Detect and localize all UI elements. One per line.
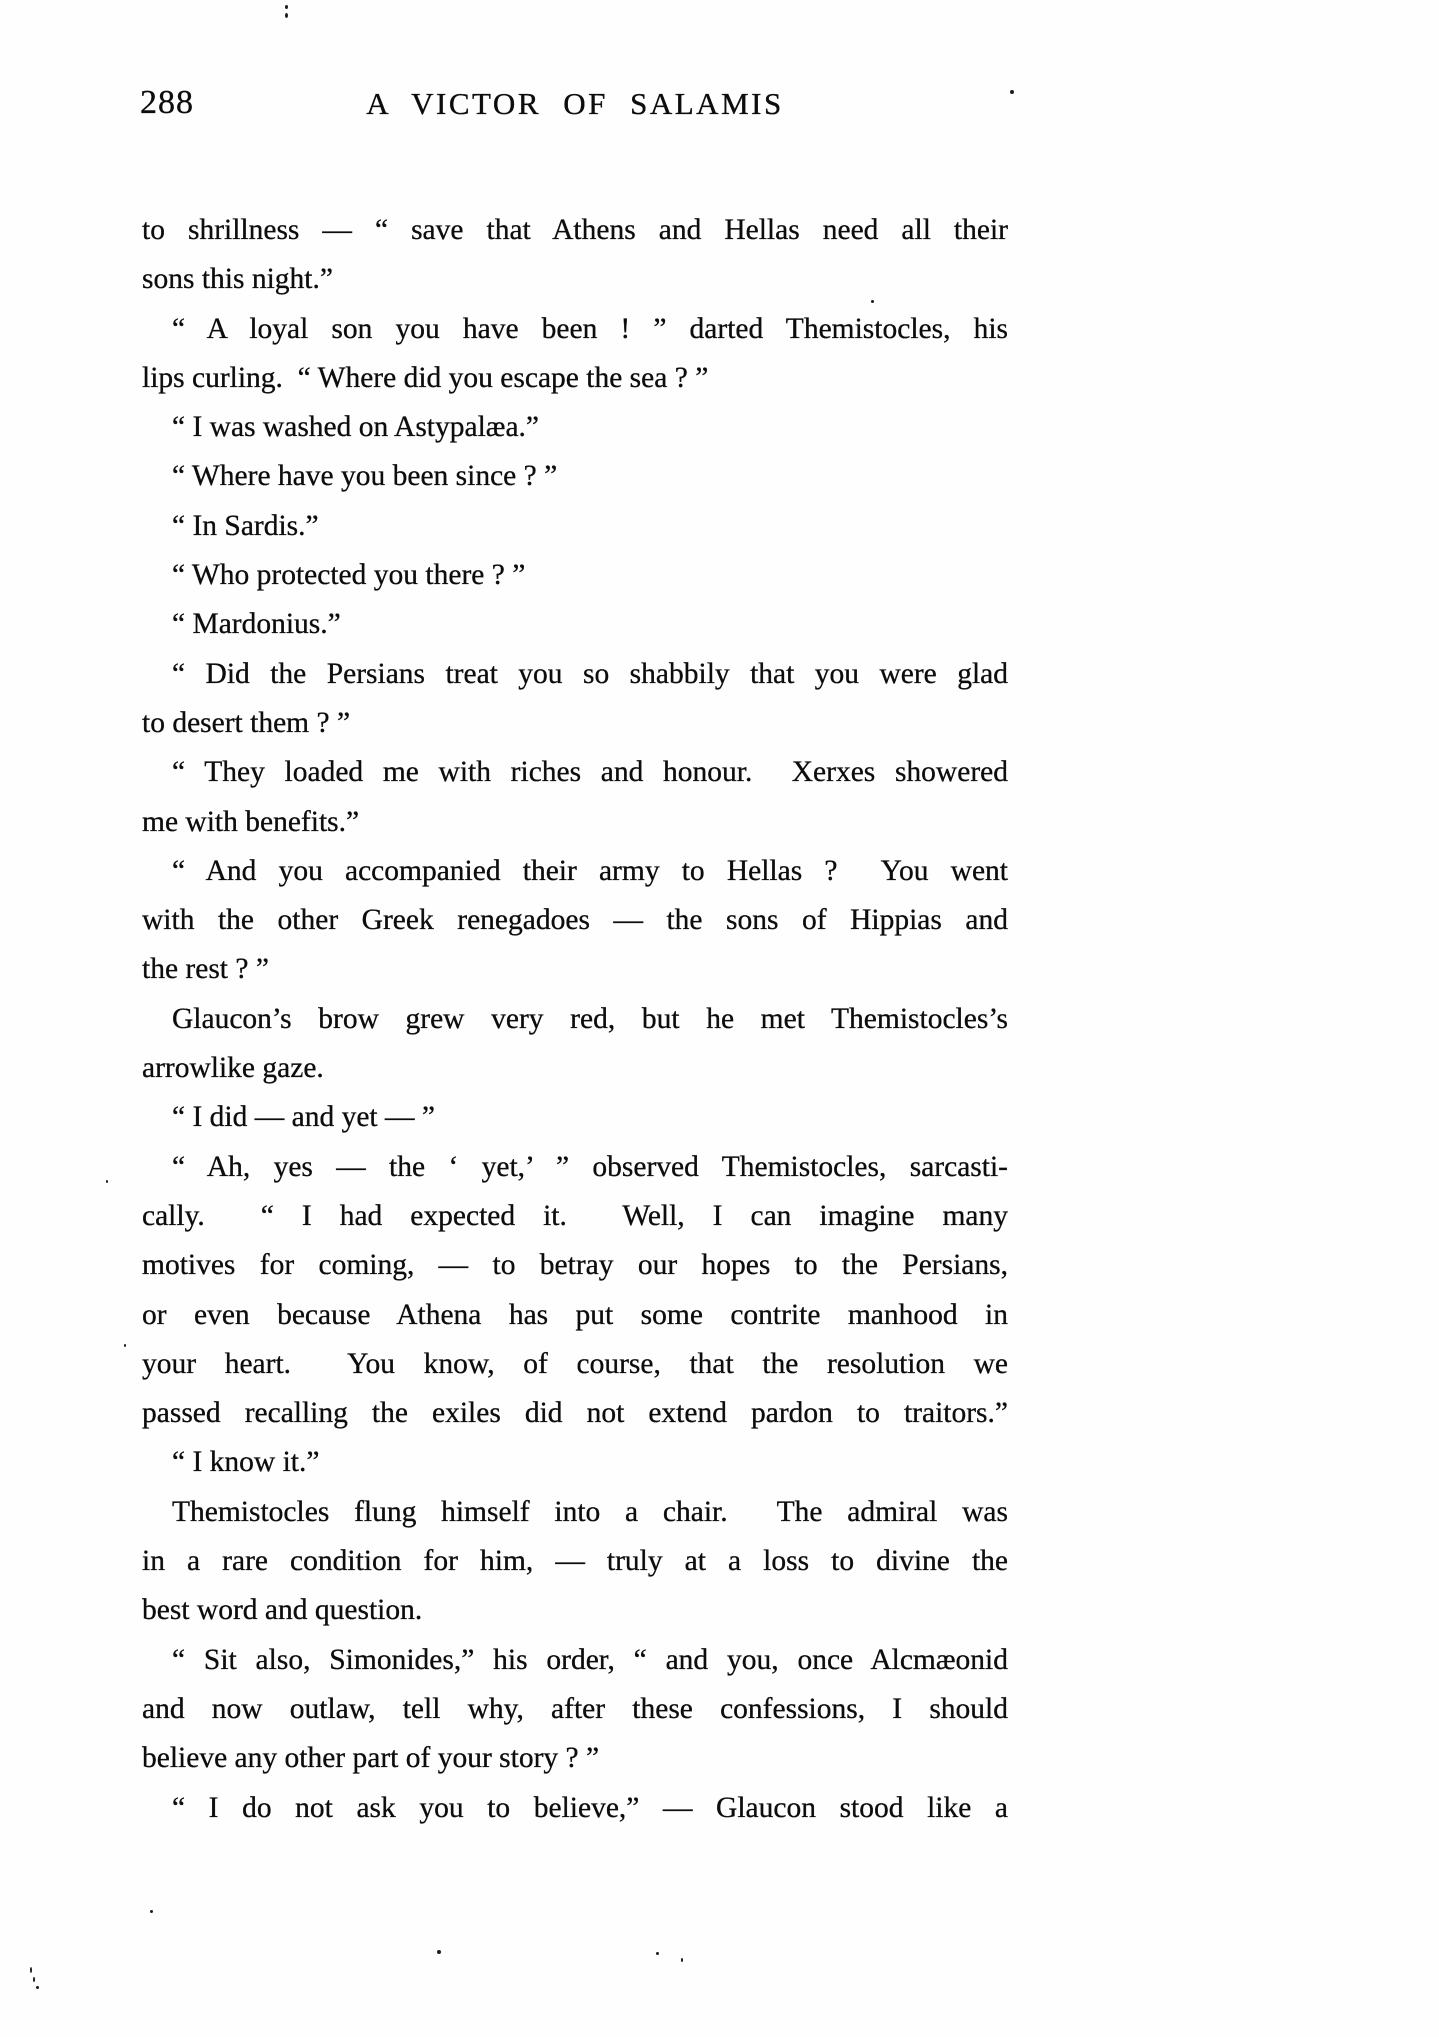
text-line: to shrillness — “ save that Athens and Hellas need all their bbox=[142, 214, 1008, 246]
text-line: the rest ? ” bbox=[142, 953, 269, 986]
text-line: “ Where have you been since ? ” bbox=[172, 460, 558, 493]
text-line: passed recalling the exiles did not extend pardon to traitors.” bbox=[142, 1397, 1008, 1430]
text-line: best word and question. bbox=[142, 1594, 423, 1627]
text-line: and now outlaw, tell why, after these confessions, I should bbox=[142, 1692, 1008, 1725]
text-line: “ I know it.” bbox=[172, 1446, 320, 1479]
text-line: lips curling. “ Where did you escape the sea ? ” bbox=[142, 361, 709, 394]
text-line: Glaucon’s brow grew very red, but he met Themistocles’s bbox=[172, 1002, 1008, 1035]
text-line: sons this night.” bbox=[142, 263, 333, 296]
text-line: “ And you accompanied their army to Hellas ? You went bbox=[172, 854, 1008, 887]
text-line: “ Mardonius.” bbox=[172, 608, 341, 641]
text-line: to desert them ? ” bbox=[142, 706, 351, 739]
text-line: “ I was washed on Astypalæa.” bbox=[172, 411, 540, 444]
text-line: cally. “ I had expected it. Well, I can imagine many bbox=[142, 1199, 1008, 1232]
text-line: in a rare condition for him, — truly at a loss to divine the bbox=[142, 1545, 1008, 1578]
running-title: A VICTOR OF SALAMIS bbox=[366, 86, 784, 121]
scan-speck bbox=[106, 1180, 108, 1183]
text-line: “ Sit also, Simonides,” his order, “ and you, once Alcmæonid bbox=[172, 1643, 1008, 1676]
text-line: “ A loyal son you have been ! ” darted Themistocles, his bbox=[172, 312, 1008, 345]
text-line: with the other Greek renegadoes — the sons of Hippias and bbox=[142, 904, 1008, 937]
text-line: “ They loaded me with riches and honour. Xerxes showered bbox=[172, 756, 1008, 789]
page-text bbox=[142, 206, 1008, 1833]
scan-speck bbox=[285, 13, 288, 18]
text-line: “ Did the Persians treat you so shabbily that you were glad bbox=[172, 657, 1008, 690]
page-number: 288 bbox=[140, 84, 194, 121]
text-line: Themistocles flung himself into a chair. The admiral was bbox=[172, 1495, 1008, 1528]
text-line: believe any other part of your story ? ” bbox=[142, 1742, 600, 1775]
text-line: “ Ah, yes — the ‘ yet,’ ” observed Themistocles, sarcasti- bbox=[172, 1150, 1008, 1183]
scan-speck bbox=[285, 5, 288, 9]
text-line: “ In Sardis.” bbox=[172, 509, 319, 542]
text-line: or even because Athena has put some contrite manhood in bbox=[142, 1298, 1008, 1331]
scan-speck bbox=[33, 1977, 35, 1982]
scan-speck bbox=[150, 1910, 153, 1913]
scan-speck bbox=[30, 1967, 32, 1973]
scan-speck bbox=[681, 1958, 683, 1962]
scan-speck bbox=[871, 300, 874, 303]
scan-speck bbox=[36, 1986, 39, 1989]
scan-speck bbox=[656, 1952, 659, 1955]
text-line: arrowlike gaze. bbox=[142, 1052, 324, 1085]
text-line: your heart. You know, of course, that the resolution we bbox=[142, 1347, 1008, 1380]
text-line: “ I did — and yet — ” bbox=[172, 1101, 435, 1134]
scan-speck bbox=[124, 1344, 126, 1347]
text-line: “ I do not ask you to believe,” — Glaucon stood like a bbox=[172, 1791, 1008, 1824]
scan-speck bbox=[1010, 90, 1014, 94]
text-line: me with benefits.” bbox=[142, 805, 360, 838]
text-line: “ Who protected you there ? ” bbox=[172, 559, 526, 592]
text-line: motives for coming, — to betray our hopes to the Persians, bbox=[142, 1249, 1008, 1282]
scan-speck bbox=[437, 1950, 441, 1954]
